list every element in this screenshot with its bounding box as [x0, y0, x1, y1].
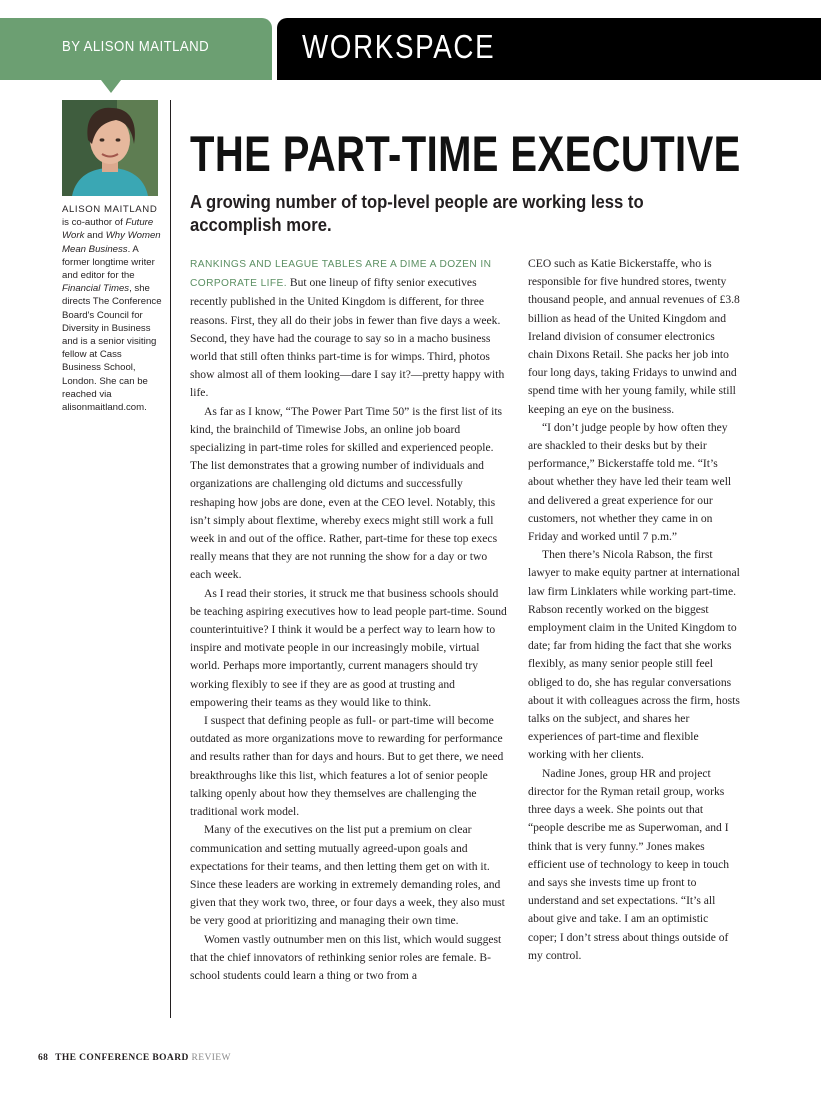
bio-text: and	[84, 230, 106, 242]
paragraph: Nadine Jones, group HR and project director for the Ryman retail group, works three days a week. She points out that “people describe me as Superwoman, and I think that is very funny.” Jones makes efficient use of technology to keep in touch and says she invests time up front to understand and set expectations. “It’s all about give and take. I am an optimistic coper; I don’t stress about things outside of my control.	[528, 766, 730, 962]
paragraph: “I don’t judge people by how often they are shackled to their desks but by their performance,” Bickerstaffe told me. “It’s about whether they have led their team well and delivered a great experience for our customers, not whether they came in on Friday and worked until 7 p.m.”	[528, 420, 732, 544]
byline-pointer	[101, 80, 121, 93]
paragraph: CEO such as Katie Bickerstaffe, who is responsible for five hundred stores, twenty thousand people, and annual revenues of £3.8 billion as head of the United Kingdom and Ireland division of consumer electronics chain Dixons Retail. She packs her job into four long days, taking Fridays to unwind and spend time with her young family, while still keeping an eye on the business.	[528, 257, 740, 416]
bio-text: . A former longtime writer and editor for the	[62, 243, 155, 282]
body-column-1	[190, 255, 510, 985]
paragraph: I suspect that defining people as full- or part-time will become outdated as more organizations move to rewarding for performance and results rather than for days and hours. But to get there, we need breakthroughs like this list, which features a lot of senior people talking openly about how they themselves are challenging the traditional work model.	[190, 714, 504, 819]
author-bio	[62, 203, 162, 414]
column-divider	[170, 100, 171, 1018]
paragraph-text: But one lineup of fifty senior executives recently published in the United Kingdom is different, for three reasons. First, they all do their jobs in fewer than five days a week. Second, they have had the courage to say so in a macho business world that still often thinks part-time is for wimps. Third, photos show almost all of them looking—dare I say it?—pretty happy with life.	[190, 276, 505, 400]
magazine-name: THE CONFERENCE BOARD	[55, 1053, 189, 1063]
lead-paragraph	[190, 255, 510, 403]
page-number: 68	[38, 1053, 49, 1063]
magazine-name-suffix: REVIEW	[191, 1053, 231, 1063]
paragraph: Then there’s Nicola Rabson, the first lawyer to make equity partner at international law firm Linklaters while working part-time. Rabson recently worked on the biggest employment claim in the United Kingdom to date; far from hiding the fact that she works flexibly, as many senior people still feel obliged to do, she has regular conversations about it with colleagues across the firm, hosts talks on the subject, and shares her experiences of part-time and flexible working with her clients.	[528, 548, 740, 762]
section-label: WORKSPACE	[302, 28, 496, 65]
bio-title-italic: Financial Times	[62, 283, 130, 295]
author-bio-text	[62, 217, 162, 413]
body-column-2	[528, 255, 740, 965]
paragraph: Women vastly outnumber men on this list, which would suggest that the chief innovators of rethinking senior roles are female. B-school students could learn a thing or two from a	[190, 932, 502, 982]
paragraph: As far as I know, “The Power Part Time 50” is the first list of its kind, the brainchild of Timewise Jobs, an online job board specializing in part-time roles for skilled and experienced people. The list demonstrates that a growing number of individuals and organizations are challenging old dictums and successfully reshaping how jobs are done, even at the CEO level. Notably, this isn’t simply about flextime, whereby execs might still work a full week in and out of the office. Rather, part-time for these top execs really means that they are not running the show for a day or two each week.	[190, 404, 503, 582]
author-name: ALISON MAITLAND	[62, 204, 158, 215]
lead-in: RANKINGS AND LEAGUE TABLES ARE A DIME A DOZEN IN CORPORATE LIFE.	[190, 259, 492, 290]
bio-text: is co-author of	[62, 217, 126, 229]
paragraph: Many of the executives on the list put a premium on clear communication and setting mutually agreed-upon goals and expectations for their teams, and then letting them get on with it. Since these leaders are working in extremely demanding roles, and given that they work two, three, or four days a week, they also must be very good at prioritizing and managing their own time.	[190, 823, 505, 928]
author-photo	[62, 100, 158, 196]
article-dek: A growing number of top-level people are working less to accomplish more.	[190, 191, 644, 235]
bio-text: , she directs The Conference Board's Council for Diversity in Business and is a senior visiting fellow at Cass Business School, London. She can be reached via alisonmaitland.com.	[62, 283, 162, 414]
bio-title-italic: Why Women Mean Business	[62, 230, 161, 255]
byline: BY ALISON MAITLAND	[62, 38, 210, 55]
bio-title-italic: Future Work	[62, 217, 154, 242]
article-title: THE PART-TIME EXECUTIVE	[190, 126, 741, 182]
page-footer	[38, 1053, 231, 1063]
paragraph: As I read their stories, it struck me that business schools should be teaching aspiring executives how to lead people part-time. Sound counterintuitive? I think it would be a perfect way to learn how to inspire and motivate people in our increasingly mobile, virtual world. Perhaps more importantly, current managers should try working flexibly to see if they are as good at trusting and empowering their teams as they would like to think.	[190, 586, 507, 709]
